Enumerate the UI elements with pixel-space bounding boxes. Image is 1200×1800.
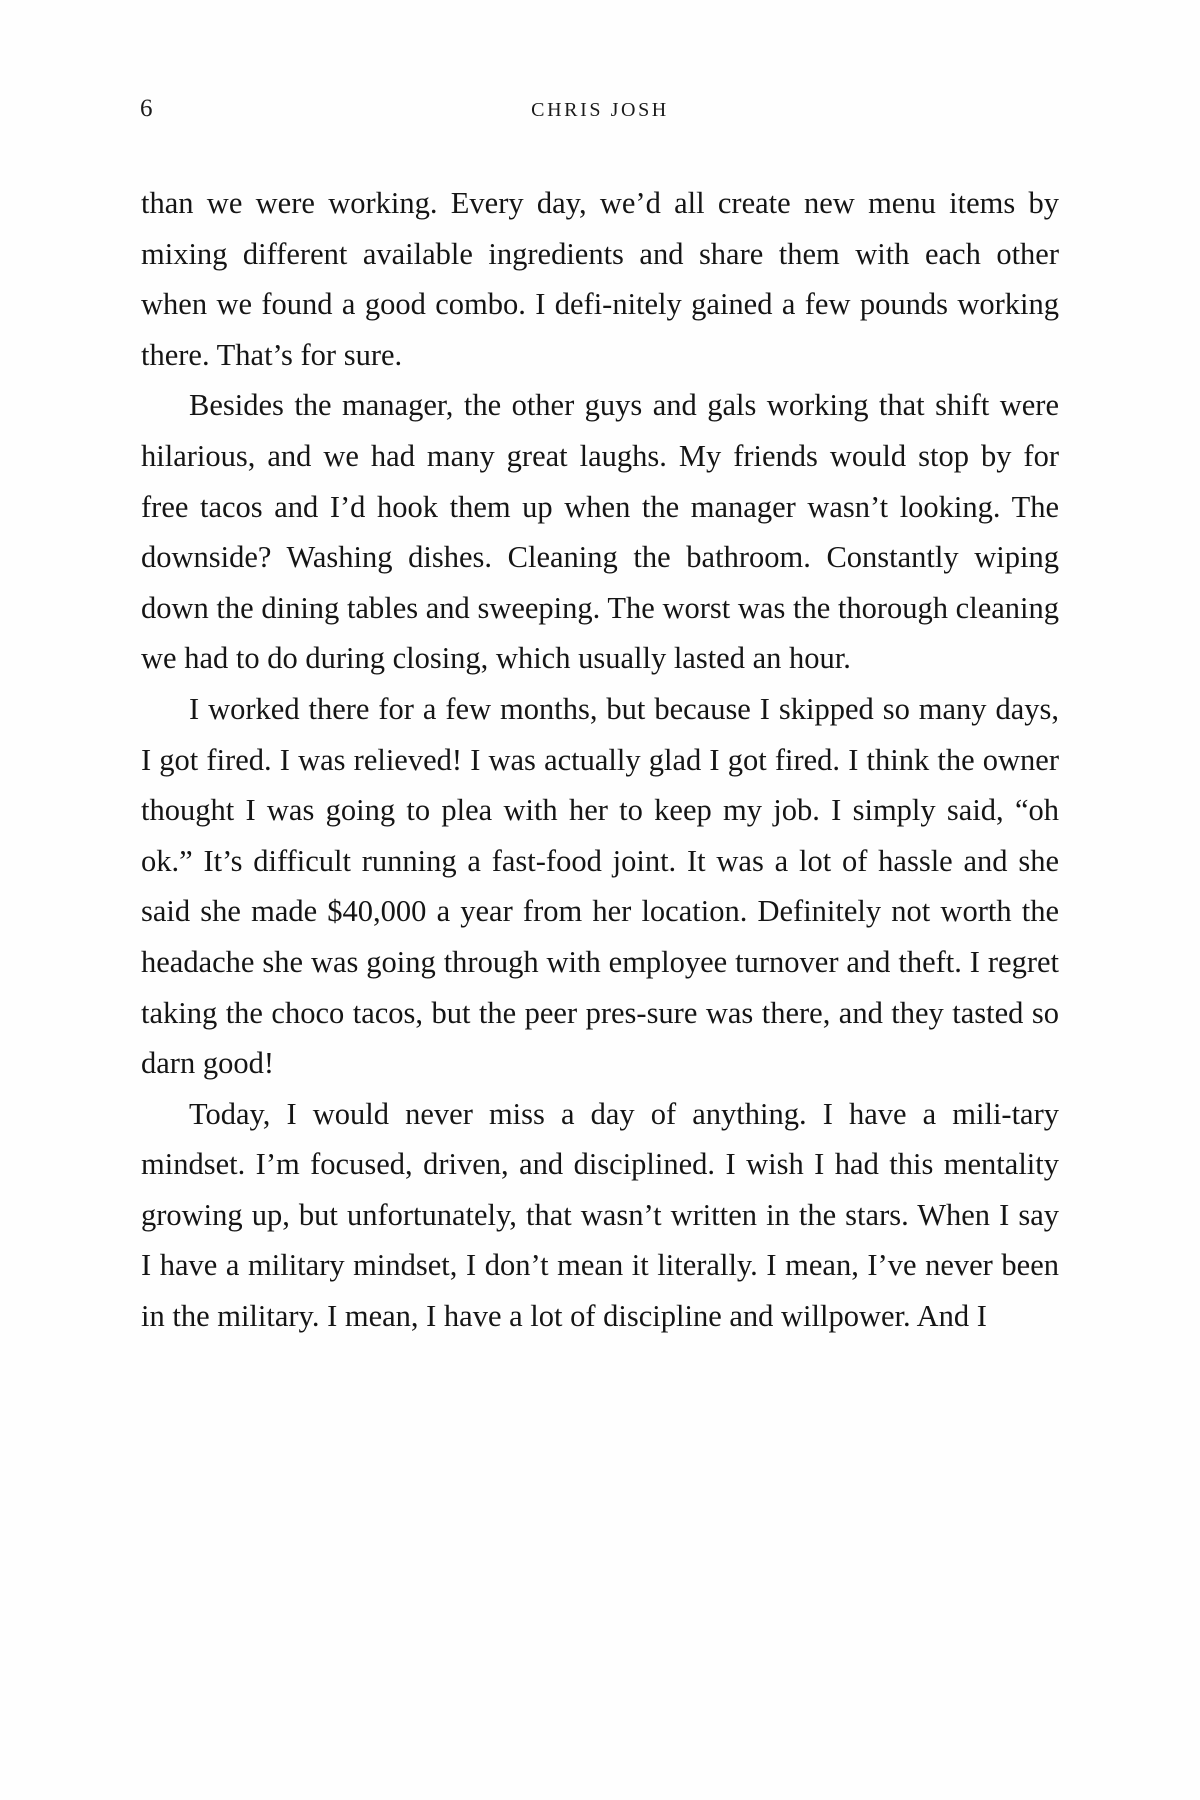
page-number: 6 <box>140 95 153 122</box>
running-head-title: CHRIS JOSH <box>531 99 669 121</box>
running-header <box>140 96 1060 122</box>
paragraph: I worked there for a few months, but because I skipped so many days, I got fired. I was relieved! I was actually glad I got fired. I think the owner thought I was going to plea with her to keep my job. I simply said, “oh ok.” It’s difficult running a fast-food joint. It was a lot of hassle and she said she made $40,000 a year from her location. Definitely not worth the headache she was going through with employee turnover and theft. I regret taking the choco tacos, but the peer pres-sure was there, and they tasted so darn good! <box>141 691 1059 1081</box>
paragraph: Besides the manager, the other guys and gals working that shift were hilarious, and we had many great laughs. My friends would stop by for free tacos and I’d hook them up when the manager wasn’t looking. The downside? Washing dishes. Cleaning the bathroom. Constantly wiping down the dining tables and sweeping. The worst was the thorough cleaning we had to do during closing, which usually lasted an hour. <box>141 388 1059 676</box>
paragraph: Today, I would never miss a day of anything. I have a mili-tary mindset. I’m focused, driven, and disciplined. I wish I had this mentality growing up, but unfortunately, that wasn’t written in the stars. When I say I have a military mindset, I don’t mean it literally. I mean, I’ve never been in the military. I mean, I have a lot of discipline and willpower. And I <box>141 1096 1059 1334</box>
paragraph: than we were working. Every day, we’d all create new menu items by mixing different available ingredients and share them with each other when we found a good combo. I defi-nitely gained a few pounds working there. That’s for sure. <box>141 186 1059 372</box>
body-text-column <box>141 178 1059 1342</box>
